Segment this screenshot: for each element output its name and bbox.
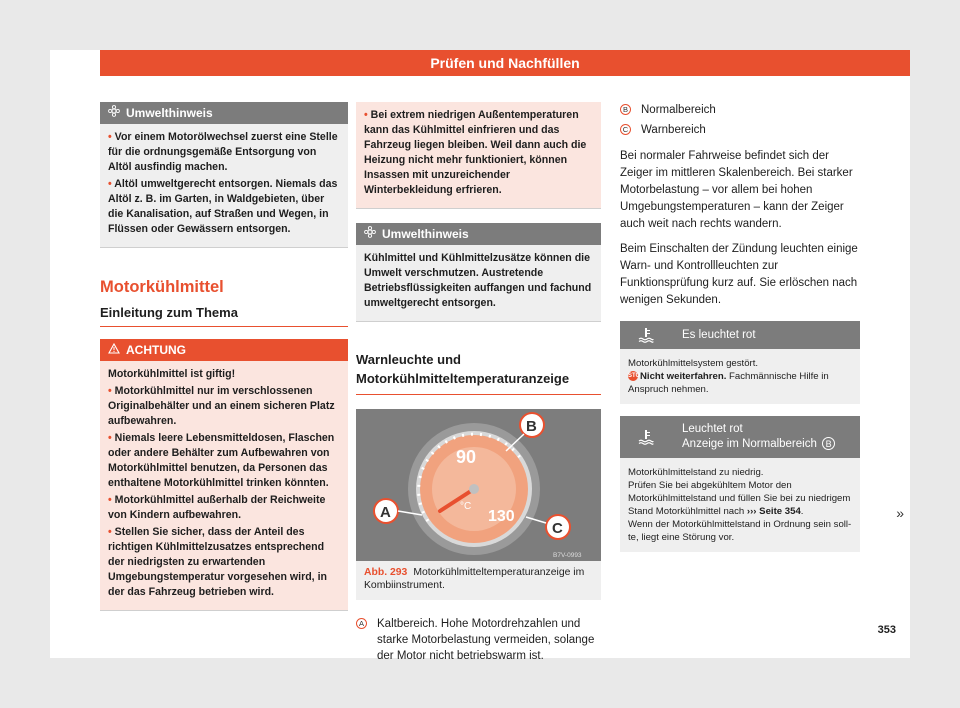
bullet-icon: •: [364, 109, 368, 121]
lamp-box-header: [620, 321, 860, 349]
warning-body: [100, 361, 348, 610]
paragraph: Bei normaler Fahrweise befindet sich der Zeiger im mittleren Skalenbereich. Bei starker Motorbelastung – vor allem bei hohen Umgebungstemperaturen – kann der Zeiger auch weit nach rechts wandern.: [620, 150, 853, 230]
flower-icon: [108, 102, 120, 124]
figure-code: B7V-0993: [553, 552, 582, 559]
bullet-icon: •: [108, 385, 112, 397]
bullet-icon: •: [108, 526, 112, 538]
gauge-label-90: 90: [456, 447, 477, 467]
bullet-icon: •: [108, 178, 112, 190]
lamp-box-body: [620, 349, 860, 404]
marker-c: C: [620, 124, 631, 135]
subsection-title: Einleitung zum Thema: [100, 305, 348, 327]
column-left: [100, 102, 348, 611]
lamp-title-line: Leuchtet rot: [682, 423, 743, 435]
lamp-box-title: Es leuchtet rot: [682, 328, 756, 341]
warning-triangle-icon: [108, 339, 120, 361]
list-item: [108, 431, 340, 491]
bullet-icon: •: [108, 131, 112, 143]
legend-item-a: [356, 616, 601, 664]
environment-note-body: [100, 124, 348, 247]
coolant-temperature-icon: [628, 327, 664, 343]
warning-header: [100, 339, 348, 361]
legend-text-c: Warnbereich: [641, 124, 706, 136]
list-item-text: Motorkühlmittel nur im verschlossenen Originalbehälter und an einem sicheren Platz aufbewahren.: [108, 385, 335, 427]
manual-page: [50, 50, 910, 662]
figure-293: [356, 409, 601, 600]
lamp-text: Motorkühlmittelsystem gestört.: [628, 358, 759, 369]
section-title: Warnleuchte und Motorkühlmitteltemperaturanzeige: [356, 350, 601, 395]
marker-a: A: [356, 618, 367, 629]
list-item-text: Niemals leere Lebensmitteldosen, Flaschen oder andere Behälter zum Aufbewahren von Motorkühlmittel benutzen, da Personen das enthaltene Motorkühlmittel trinken könnten.: [108, 432, 335, 489]
lamp-text: Wenn der Motorkühlmittelstand in Ordnung sein soll-te, liegt eine Störung vor.: [628, 519, 852, 543]
lamp-text: Prüfen Sie bei abgekühltem Motor den Motorkühlmittelstand und füllen Sie bei zu niedrigem Stand Motorkühlmittel nach ››› Seite 354.: [628, 480, 851, 517]
legend-item-b: [620, 102, 860, 118]
list-item: [108, 130, 340, 175]
paragraph: Beim Einschalten der Zündung leuchten einige Warn- und Kontrollleuchten zur Funktionsprüfung kurz auf. Sie erlöschen nach wenigen Sekunden.: [620, 243, 858, 306]
gauge-label-130: 130: [488, 508, 515, 525]
figure-caption: [356, 561, 601, 600]
lamp-text: [628, 370, 852, 396]
bullet-icon: •: [108, 494, 112, 506]
column-middle: [356, 102, 601, 668]
lamp-box-red: [620, 321, 860, 404]
page-number: 353: [877, 624, 896, 636]
temperature-gauge-illustration: [356, 409, 601, 561]
environment-note-header: [100, 102, 348, 124]
warning-intro: Motorkühlmittel ist giftig!: [108, 368, 236, 380]
warning-continuation-box: [356, 102, 601, 209]
column-right: [620, 102, 860, 552]
lamp-box-normal: [620, 416, 860, 552]
environment-note-body: [356, 245, 601, 321]
flower-icon: [364, 223, 376, 245]
lamp-box-body: [620, 458, 860, 552]
list-item: [108, 525, 340, 600]
list-item: [108, 493, 340, 523]
lamp-title-line: Anzeige im Normalbereich: [682, 438, 817, 450]
environment-note-box: [100, 102, 348, 248]
continue-arrow-icon: »: [896, 505, 904, 521]
bullet-icon: •: [108, 432, 112, 444]
environment-note-text: Kühlmittel und Kühlmittelzusätze können die Umwelt verschmutzen. Austretende Betriebsflüssigkeiten auffangen und fachund umweltgerecht entsorgen.: [364, 252, 592, 309]
environment-note-box-2: [356, 223, 601, 322]
lamp-text-main: Prüfen Sie bei abgekühltem Motor den Motorkühlmittelstand und füllen Sie bei zu niedrigem Stand Motorkühlmittel nach: [628, 480, 851, 517]
coolant-temperature-icon: [628, 429, 664, 445]
callout-c-label: C: [552, 520, 563, 537]
gauge-unit: °C: [460, 501, 472, 512]
list-item-text: Vor einem Motorölwechsel zuerst eine Stelle für die ordnungsgemäße Entsorgung von Altöl ausfindig machen.: [108, 131, 338, 173]
legend-item-c: [620, 122, 860, 138]
page-header: Prüfen und Nachfüllen: [100, 50, 910, 76]
figure-caption-text: Motorkühlmitteltemperaturanzeige im Kombiinstrument.: [364, 567, 585, 591]
lamp-text-rest: Fachmännische Hilfe in Anspruch nehmen.: [628, 371, 829, 395]
list-item-text: Bei extrem niedrigen Außentemperaturen kann das Kühlmittel einfrieren und das Fahrzeug liegen bleiben. Weil dann auch die Heizung nicht mehr funktioniert, können Insassen mit unzureichender Winterbekleidung erfrieren.: [364, 109, 587, 196]
list-item-text: Stellen Sie sicher, dass der Anteil des richtigen Kühlmittelzusatzes entsprechend der niedrigsten zu erwartenden Umgebungstemperatur vorgesehen wird, in der das Fahrzeug betrieben wird.: [108, 526, 327, 598]
lamp-box-title: [664, 422, 852, 452]
stop-icon: STOP: [628, 373, 645, 380]
warning-continuation-body: [356, 102, 601, 208]
warning-box: [100, 339, 348, 611]
list-item-text: Altöl umweltgerecht entsorgen. Niemals das Altöl z. B. im Garten, in Waldgebieten, über die Kanalisation, auf Straßen und Wegen, in Flüssen oder Gewässern entsorgen.: [108, 178, 338, 235]
legend-text-a: Kaltbereich. Hohe Motordrehzahlen und starke Motorbelastung vermeiden, solange der Motor nicht betriebswarm ist.: [377, 618, 595, 662]
legend-text-b: Normalbereich: [641, 104, 716, 116]
list-item: [364, 108, 593, 198]
lamp-box-header: [620, 416, 860, 458]
gauge-image: [356, 409, 601, 561]
callout-a-label: A: [380, 504, 391, 521]
list-item: [108, 177, 340, 237]
environment-note-header: [356, 223, 601, 245]
warning-title: ACHTUNG: [126, 343, 186, 357]
callout-b-label: B: [526, 418, 537, 435]
figure-number: Abb. 293: [364, 567, 408, 578]
marker-b: B: [620, 104, 631, 115]
list-item-text: Motorkühlmittel außerhalb der Reichweite von Kindern aufbewahren.: [108, 494, 326, 521]
environment-note-title: Umwelthinweis: [382, 227, 469, 241]
lamp-text-bold: Nicht weiterfahren.: [640, 371, 727, 382]
list-item: [108, 384, 340, 429]
lamp-text: Motorkühlmittelstand zu niedrig.: [628, 467, 764, 478]
section-title: Motorkühlmittel: [100, 278, 224, 296]
page-reference-link[interactable]: ››› Seite 354: [746, 506, 801, 517]
marker-b: B: [822, 437, 835, 450]
environment-note-title: Umwelthinweis: [126, 106, 213, 120]
